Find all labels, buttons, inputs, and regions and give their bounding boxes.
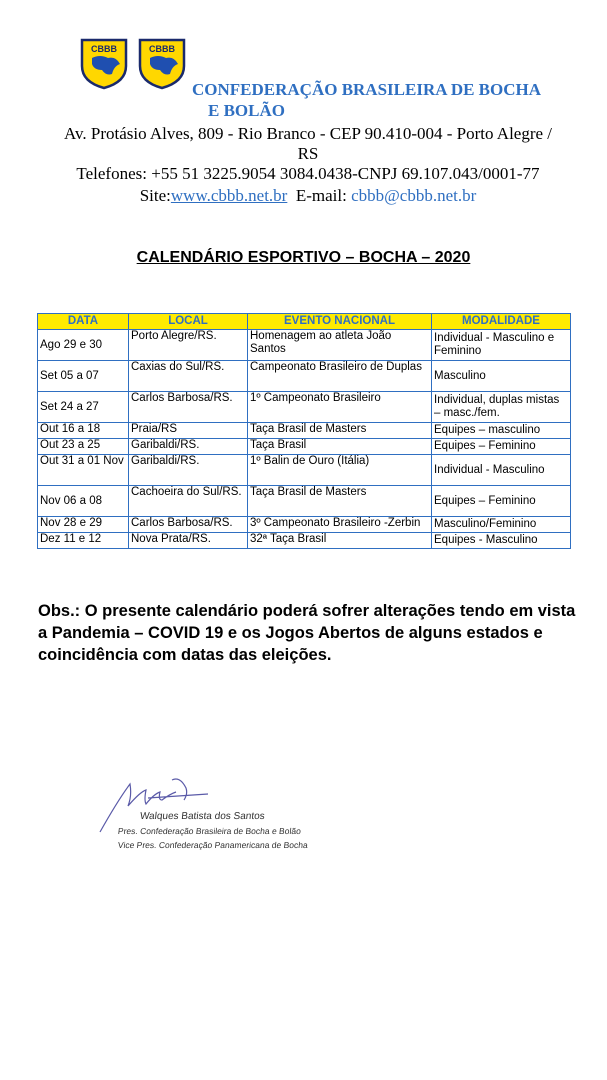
cell-evento: 1º Balin de Ouro (Itália) <box>248 455 432 486</box>
cbbb-logo-icon <box>78 36 130 90</box>
address-line: RS <box>297 144 319 163</box>
cell-data: Ago 29 e 30 <box>38 330 129 361</box>
contact-line <box>38 186 578 206</box>
cell-data: Set 05 a 07 <box>38 361 129 392</box>
col-header-modalidade: MODALIDADE <box>432 314 571 330</box>
cell-modalidade: Equipes – masculino <box>432 423 571 439</box>
address <box>38 124 578 164</box>
site-label: Site: <box>139 186 171 205</box>
org-name: CONFEDERAÇÃO BRASILEIRA DE BOCHA <box>192 80 542 99</box>
phones: Telefones: +55 51 3225.9054 3084.0438-CNPJ 69.107.043/0001-77 <box>76 164 540 183</box>
cell-local: Caxias do Sul/RS. <box>129 361 248 392</box>
table-row <box>38 455 571 486</box>
table-row <box>38 517 571 533</box>
cell-modalidade: Masculino <box>432 361 571 392</box>
cbbb-logos <box>78 36 190 90</box>
cell-evento: Campeonato Brasileiro de Duplas <box>248 361 432 392</box>
logo-text: CBBB <box>91 44 117 54</box>
cell-evento: 3º Campeonato Brasileiro -Zerbin <box>248 517 432 533</box>
cell-local: Garibaldi/RS. <box>129 439 248 455</box>
cell-evento: 1º Campeonato Brasileiro <box>248 392 432 423</box>
signatory-role: Vice Pres. Confederação Panamericana de Bocha <box>117 840 309 850</box>
cbbb-logo-icon <box>136 36 188 90</box>
cell-local: Nova Prata/RS. <box>129 533 248 549</box>
cell-modalidade: Individual, duplas mistas – masc./fem. <box>432 392 571 423</box>
signatory-role: Pres. Confederação Brasileira de Bocha e Bolão <box>117 826 302 836</box>
cell-evento: Taça Brasil de Masters <box>248 486 432 517</box>
col-header-local: LOCAL <box>129 314 248 330</box>
cell-local: Carlos Barbosa/RS. <box>129 517 248 533</box>
signatory-name: Walques Batista dos Santos <box>139 811 266 822</box>
table-row <box>38 361 571 392</box>
table-row <box>38 486 571 517</box>
org-name-cont: E BOLÃO <box>208 101 285 120</box>
table-header-row <box>38 314 571 330</box>
cell-evento: Taça Brasil <box>248 439 432 455</box>
table-row <box>38 392 571 423</box>
table-row <box>38 330 571 361</box>
logo-text: CBBB <box>149 44 175 54</box>
cell-data: Out 23 a 25 <box>38 439 129 455</box>
cell-evento: Homenagem ao atleta João Santos <box>248 330 432 361</box>
cell-local: Cachoeira do Sul/RS. <box>129 486 248 517</box>
cell-local: Garibaldi/RS. <box>129 455 248 486</box>
cell-data: Nov 28 e 29 <box>38 517 129 533</box>
calendar-table <box>37 313 571 549</box>
cell-modalidade: Masculino/Feminino <box>432 517 571 533</box>
address-line: Av. Protásio Alves, 809 - Rio Branco - CEP 90.410-004 - Porto Alegre / <box>63 124 553 143</box>
cell-local: Porto Alegre/RS. <box>129 330 248 361</box>
email-link[interactable]: cbbb@cbbb.net.br <box>351 186 477 205</box>
col-header-evento: EVENTO NACIONAL <box>248 314 432 330</box>
email-label: E-mail: <box>295 186 347 205</box>
col-header-data: DATA <box>38 314 129 330</box>
cell-local: Praia/RS <box>129 423 248 439</box>
cell-data: Set 24 a 27 <box>38 392 129 423</box>
table-row <box>38 439 571 455</box>
table-row <box>38 423 571 439</box>
cell-modalidade: Equipes – Feminino <box>432 439 571 455</box>
cell-local: Carlos Barbosa/RS. <box>129 392 248 423</box>
cell-evento: 32ª Taça Brasil <box>248 533 432 549</box>
page-title: CALENDÁRIO ESPORTIVO – BOCHA – 2020 <box>136 249 471 266</box>
site-link[interactable]: www.cbbb.net.br <box>170 186 288 205</box>
observation-note: Obs.: O presente calendário poderá sofrer alterações tendo em vista a Pandemia – COVID 19 e os Jogos Abertos de alguns estados e coincidência com datas das eleições. <box>38 602 576 664</box>
table-row <box>38 533 571 549</box>
cell-modalidade: Equipes - Masculino <box>432 533 571 549</box>
cell-modalidade: Equipes – Feminino <box>432 486 571 517</box>
cell-modalidade: Individual - Masculino e Feminino <box>432 330 571 361</box>
cell-evento: Taça Brasil de Masters <box>248 423 432 439</box>
cell-data: Out 31 a 01 Nov <box>38 455 129 486</box>
cell-data: Dez 11 e 12 <box>38 533 129 549</box>
cell-modalidade: Individual - Masculino <box>432 455 571 486</box>
cell-data: Nov 06 a 08 <box>38 486 129 517</box>
cell-data: Out 16 a 18 <box>38 423 129 439</box>
